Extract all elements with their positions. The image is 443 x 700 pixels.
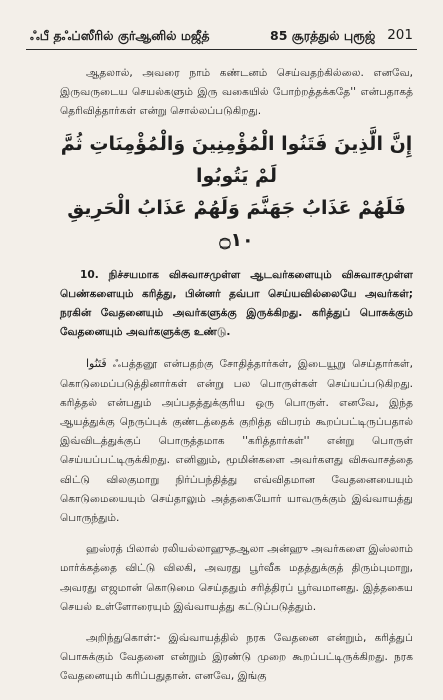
paragraph-2-text: ஃபத்தனூ என்பதற்கு சோதித்தார்கள், இடையூறு செய்தார்கள், கொடுமைப்படுத்தினார்கள் என்று பல பொருள்கள் செய்யப்படுகிறது. கரித்தல் என்பதும் அப்பதத்துக்குரிய ஒரு பொருள். எனவே, இந்த ஆயத்துக்கு நெருப்புக் குண்டத்தைக் குறித்த விபரம் கூறப்பட்டிருப்பதால் இவ்விடத்துக்குப் பொருத்தமாக ''கரித்தார்கள்'' என்று பொருள் செய்யப்பட்டிருக்கிறது. எனினும், மூமின்களை அவர்களது விசுவாசத்தை விட்டு விலகுமாறு நிர்ப்பந்தித்து எவ்விதமான வேதனையையும் கொடுமையையும் செய்தாலும் அத்தகையோர் யாவருக்கும் இவ்வாயத்து பொருந்தும்.: [60, 358, 413, 525]
header-chapter-title: 85 சூரத்துல் புரூஜ்: [270, 28, 376, 43]
paragraph-2-arabic-word: فَتَنُوا: [86, 357, 107, 371]
page-header: [26, 22, 417, 48]
page-body: [60, 64, 413, 687]
header-book-title: ஃபீ தஃப்ஸீரில் குர்ஆனில் மஜீத்: [30, 28, 210, 43]
arabic-verse-line-1: إِنَّ الَّذِينَ فَتَنُوا الْمُؤْمِنِينَ وَالْمُؤْمِنَاتِ ثُمَّ لَمْ يَتُوبُوا: [60, 132, 413, 187]
paragraph-4: அறிந்துகொள்:- இவ்வாயத்தில் நரக வேதனை என்றும், கரித்துப் பொசுக்கும் வேதனை என்றும் இரண்டு முறை கூறப்பட்டிருக்கிறது. நரக வேதனையும் கரிப்பதுதான். எனவே, இங்கு: [60, 632, 413, 683]
paragraph-3: ஹஸ்ரத் பிலால் ரலியல்லாஹுதஆலா அன்ஹு அவர்களை இஸ்லாம் மார்க்கத்தை விட்டு விலகி, அவரது பூர்வீக மதத்துக்குத் திரும்புமாறு, அவரது எஜமான் கொடுமை செய்ததும் சரித்திரப் பூர்வமானது. இத்தகைய செயல் உள்ளோரையும் இவ்வாயத்து கட்டுப்படுத்தும்.: [60, 543, 413, 613]
header-rule: [26, 49, 417, 50]
page-number: 201: [387, 27, 413, 43]
verse-translation: 10. நிச்சயமாக விசுவாசமுள்ள ஆடவர்களையும் விசுவாசமுள்ள பெண்களையும் கரித்து, பின்னர் தவ்பா செய்யவில்லையே அவர்கள்; நரகின் வேதனையும் அவர்களுக்கு இருக்கிறது. கரித்துப் பொசுக்கும் வேதனையும் அவர்களுக்கு உண்டு.: [60, 268, 413, 339]
arabic-verse: [60, 128, 413, 256]
paragraph-1: ஆதலால், அவரை நாம் கண்டனம் செய்வதற்கில்லை. எனவே, இருவருடைய செயல்களும் இரு வகையில் போற்றத்தக்கதே'' என்பதாகத் தெரிவித்தார்கள் என்று சொல்லப்படுகிறது.: [60, 67, 413, 118]
paragraph-2: [60, 354, 413, 528]
arabic-verse-line-2: فَلَهُمْ عَذَابُ جَهَنَّمَ وَلَهُمْ عَذَابُ الْحَرِيقِ ۝١٠: [67, 196, 406, 251]
